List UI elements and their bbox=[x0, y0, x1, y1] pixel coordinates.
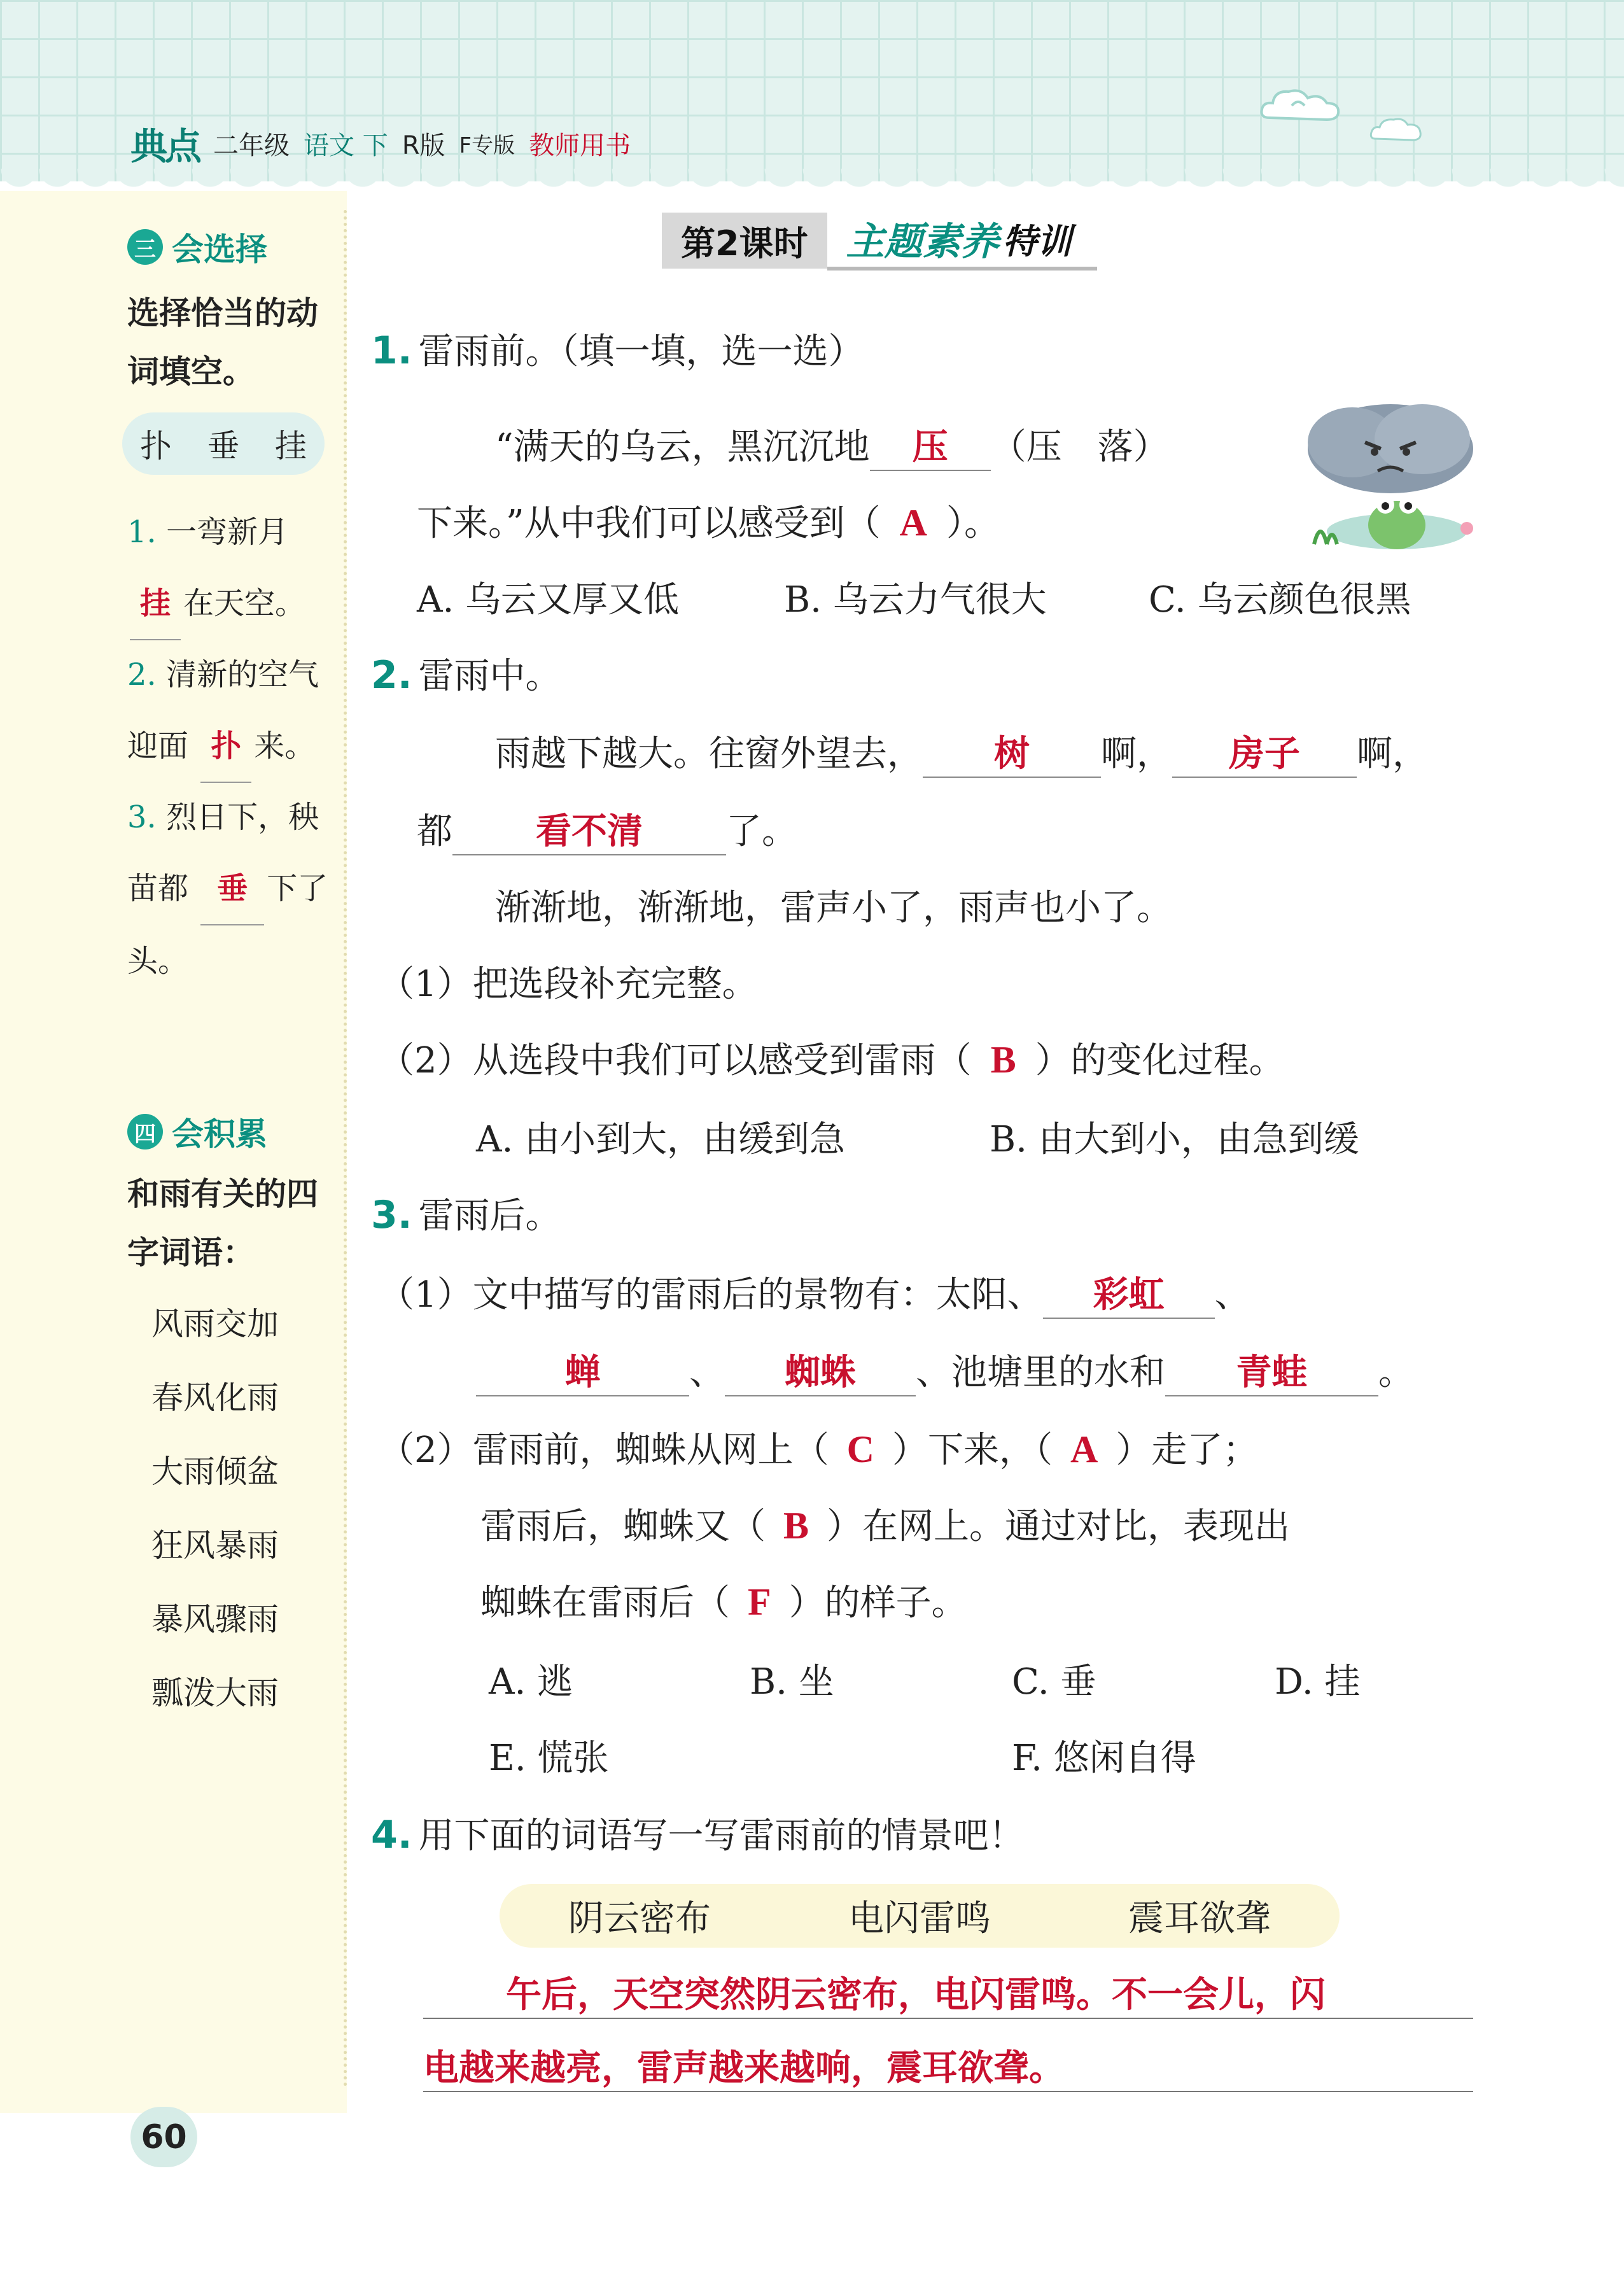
sentence-text: 下来。”从中我们可以感受到（ bbox=[417, 503, 881, 544]
q3-subquestion-2-line-3 bbox=[480, 1575, 967, 1626]
exercise-text: 清新的空气迎面 bbox=[127, 657, 319, 764]
answer-choice: A bbox=[899, 502, 927, 544]
answer-blank: 压 bbox=[870, 419, 991, 471]
word-bank-verb: 扑 bbox=[140, 428, 172, 465]
answer-choice: B bbox=[990, 1039, 1016, 1081]
answer-blank: 房子 bbox=[1172, 726, 1357, 778]
question-number: 3. bbox=[371, 1193, 412, 1237]
sidebar-divider bbox=[344, 210, 347, 2088]
lesson-topic-tail: 特训 bbox=[1002, 221, 1072, 262]
section-four-badge: 四 bbox=[127, 1114, 163, 1150]
q3-option-b: B. 坐 bbox=[750, 1661, 834, 1703]
sentence-text: “满天的乌云，黑沉沉地 bbox=[495, 426, 870, 468]
q2-passage-line-1 bbox=[495, 726, 1428, 778]
lesson-topic-main: 主题素养 bbox=[846, 220, 999, 264]
idiom-word-bank bbox=[500, 1884, 1340, 1948]
question-text: （2）从选段中我们可以感受到雷雨（ bbox=[379, 1040, 972, 1081]
cloud-icon bbox=[1257, 83, 1346, 127]
section-accumulate-title: 会积累 bbox=[172, 1116, 267, 1153]
exercise-number: 2. bbox=[127, 657, 157, 693]
brand-teacher-book: 教师用书 bbox=[529, 130, 631, 160]
section-choose-instruction: 选择恰当的动词填空。 bbox=[127, 295, 318, 390]
exercise-text: 下了头。 bbox=[127, 871, 328, 979]
idiom-item: 大雨倾盆 bbox=[151, 1453, 279, 1490]
idiom-item: 春风化雨 bbox=[151, 1379, 279, 1416]
book-brand bbox=[130, 121, 631, 168]
passage-text: 都 bbox=[417, 811, 452, 852]
q3-subquestion-2-line-2 bbox=[480, 1498, 1290, 1549]
answer-choice: A bbox=[1070, 1428, 1098, 1470]
question-4-heading bbox=[371, 1808, 1025, 1859]
lesson-period: 第2课时 bbox=[662, 213, 827, 269]
answer-choice: C bbox=[846, 1428, 874, 1470]
q2-subquestion-2 bbox=[379, 1032, 1285, 1083]
question-text: ）的样子。 bbox=[788, 1582, 967, 1624]
question-text: 、 bbox=[1214, 1274, 1250, 1316]
q3-option-d: D. 挂 bbox=[1275, 1661, 1361, 1703]
passage-text: 啊， bbox=[1357, 733, 1428, 775]
brand-grade: 二年级 bbox=[213, 130, 290, 160]
answer-blank: 蜘蛛 bbox=[725, 1344, 916, 1396]
question-text: ）下来，（ bbox=[892, 1430, 1053, 1471]
question-text: 、池塘里的水和 bbox=[916, 1352, 1165, 1393]
q3-option-c: C. 垂 bbox=[1012, 1661, 1096, 1703]
word-bank-idiom: 电闪雷鸣 bbox=[848, 1898, 991, 1939]
lesson-title-banner bbox=[662, 209, 1097, 272]
q3-subquestion-1-line-2 bbox=[476, 1344, 1414, 1396]
question-text: ）走了； bbox=[1116, 1430, 1259, 1471]
sentence-text: （压 落） bbox=[990, 426, 1169, 468]
answer-blank: 树 bbox=[923, 726, 1101, 778]
brand-special: F专版 bbox=[459, 132, 515, 158]
brand-subject: 语文 下 bbox=[304, 130, 388, 160]
answer-blank: 挂 bbox=[130, 568, 181, 640]
page-number: 60 bbox=[130, 2107, 197, 2167]
word-bank-verb: 垂 bbox=[207, 428, 239, 465]
exercise-text: 来。 bbox=[254, 728, 316, 764]
section-three-badge: 三 bbox=[127, 229, 163, 265]
question-text: 、 bbox=[689, 1352, 725, 1393]
q1-option-c: C. 乌云颜色很黑 bbox=[1149, 579, 1411, 621]
question-text: ）的变化过程。 bbox=[1035, 1040, 1285, 1081]
answer-choice: F bbox=[748, 1581, 771, 1623]
question-number: 4. bbox=[371, 1813, 412, 1857]
cloud-frog-illustration bbox=[1295, 391, 1486, 557]
answer-blank: 扑 bbox=[200, 710, 251, 783]
answer-blank: 看不清 bbox=[452, 803, 726, 855]
exercise-text: 烈日下，秧苗都 bbox=[127, 799, 319, 906]
word-bank-verb: 挂 bbox=[275, 428, 307, 465]
verb-exercise-1 bbox=[127, 496, 344, 640]
verb-exercise-3 bbox=[127, 782, 344, 997]
passage-text: 啊， bbox=[1101, 733, 1172, 775]
brand-logo: 典点 bbox=[130, 125, 200, 168]
q2-passage-line-2 bbox=[417, 803, 797, 855]
idiom-item: 风雨交加 bbox=[151, 1305, 279, 1342]
q3-option-e: E. 慌张 bbox=[489, 1738, 609, 1779]
small-cloud-icon bbox=[1368, 113, 1425, 145]
question-number: 2. bbox=[371, 653, 412, 698]
exercise-text: 在天空。 bbox=[183, 586, 306, 621]
q3-option-f: F. 悠闲自得 bbox=[1012, 1738, 1196, 1779]
section-accumulate-instruction: 和雨有关的四字词语： bbox=[127, 1176, 318, 1271]
question-3-heading bbox=[371, 1188, 561, 1239]
q3-subquestion-2-line-1 bbox=[379, 1422, 1258, 1473]
q2-subquestion-1: （1）把选段补充完整。 bbox=[379, 964, 758, 1005]
idiom-item: 瓢泼大雨 bbox=[151, 1675, 279, 1712]
word-bank-idiom: 阴云密布 bbox=[568, 1898, 711, 1939]
question-text: （1）文中描写的雷雨后的景物有：太阳、 bbox=[379, 1274, 1043, 1316]
header-wave-edge bbox=[0, 169, 1624, 188]
question-text: 雷雨后，蜘蛛又（ bbox=[480, 1506, 766, 1547]
passage-text: 了。 bbox=[726, 811, 797, 852]
answer-blank: 青蛙 bbox=[1165, 1344, 1378, 1396]
q3-option-a: A. 逃 bbox=[489, 1661, 573, 1703]
section-choose-title: 会选择 bbox=[172, 231, 267, 268]
verb-exercise-2 bbox=[127, 639, 344, 783]
question-1-heading bbox=[371, 323, 864, 374]
section-accumulate-heading bbox=[127, 1109, 267, 1155]
brand-edition: R版 bbox=[402, 130, 445, 160]
writing-answer-line-2: 电越来越亮，雷声越来越响，震耳欲聋。 bbox=[423, 2040, 1473, 2092]
q2-option-a: A. 由小到大，由缓到急 bbox=[476, 1119, 846, 1160]
question-title: 雷雨中。 bbox=[418, 656, 561, 697]
q3-subquestion-1-line-1 bbox=[379, 1267, 1250, 1319]
section-choose-heading bbox=[127, 224, 267, 270]
exercise-number: 3. bbox=[127, 799, 157, 835]
question-number: 1. bbox=[371, 328, 412, 373]
answer-choice: B bbox=[783, 1505, 809, 1547]
question-title: 用下面的词语写一写雷雨前的情景吧！ bbox=[418, 1815, 1025, 1857]
q1-sentence-line-2 bbox=[417, 495, 1000, 546]
question-title: 雷雨前。（填一填，选一选） bbox=[418, 331, 864, 372]
question-2-heading bbox=[371, 648, 561, 699]
question-text: 蜘蛛在雷雨后（ bbox=[480, 1582, 730, 1624]
passage-text: 雨越下越大。往窗外望去， bbox=[495, 733, 923, 775]
q1-option-b: B. 乌云力气很大 bbox=[784, 579, 1047, 621]
verb-word-bank bbox=[122, 412, 325, 475]
idiom-item: 狂风暴雨 bbox=[151, 1527, 279, 1564]
q2-passage-line-3: 渐渐地，渐渐地，雷声小了，雨声也小了。 bbox=[495, 887, 1172, 929]
word-bank-idiom: 震耳欲聋 bbox=[1128, 1898, 1271, 1939]
lesson-topic bbox=[827, 211, 1097, 271]
idiom-item: 暴风骤雨 bbox=[151, 1601, 279, 1638]
exercise-text: 一弯新月 bbox=[166, 514, 289, 550]
question-title: 雷雨后。 bbox=[418, 1195, 561, 1237]
sentence-text: ）。 bbox=[946, 503, 1000, 544]
q2-option-b: B. 由大到小，由急到缓 bbox=[990, 1119, 1359, 1160]
question-text: ）在网上。通过对比，表现出 bbox=[827, 1506, 1291, 1547]
answer-blank: 彩虹 bbox=[1043, 1267, 1215, 1319]
question-text: （2）雷雨前，蜘蛛从网上（ bbox=[379, 1430, 829, 1471]
q1-option-a: A. 乌云又厚又低 bbox=[417, 579, 680, 621]
q1-sentence-line-1 bbox=[495, 419, 1169, 471]
question-text: 。 bbox=[1378, 1352, 1414, 1393]
answer-blank: 垂 bbox=[200, 853, 264, 925]
writing-answer-line-1: 午后，天空突然阴云密布，电闪雷鸣。不一会儿，闪 bbox=[423, 1967, 1473, 2019]
answer-blank: 蝉 bbox=[476, 1344, 689, 1396]
exercise-number: 1. bbox=[127, 514, 157, 550]
